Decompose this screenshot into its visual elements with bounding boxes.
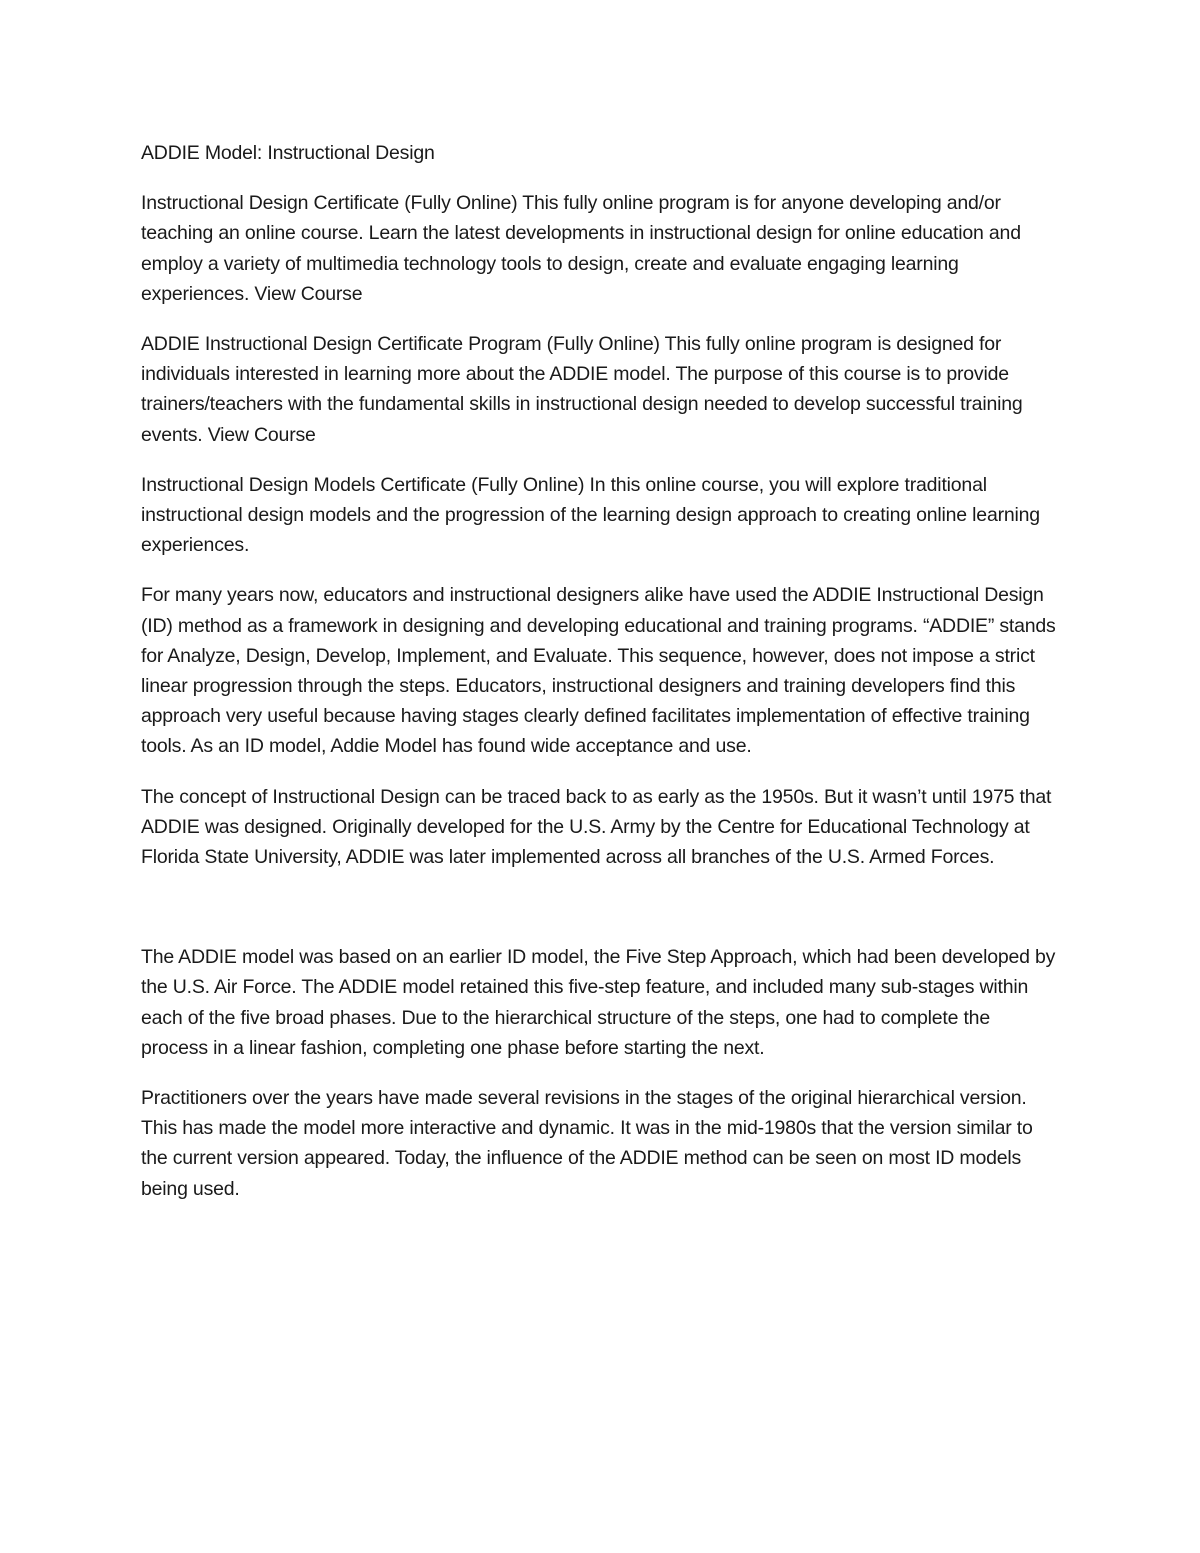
paragraph-revisions: Practitioners over the years have made several revisions in the stages of the original hierarchical version. This has made the model more interactive and dynamic. It was in the mid-1980s that the version similar to the current version appeared. Today, the influence of the ADDIE method can be seen on most ID models being used. <box>141 1087 1033 1200</box>
paragraph-addie-overview: For many years now, educators and instructional designers alike have used the ADDIE Instructional Design (ID) method as a framework in designing and developing educational and training programs. “ADDIE” stands for Analyze, Design, Develop, Implement, and Evaluate. This sequence, however, does not impose a strict linear progression through the steps. Educators, instructional designers and training developers find this approach very useful because having stages clearly defined facilitates implementation of effective training tools. As an ID model, Addie Model has found wide acceptance and use. <box>141 584 1056 758</box>
document-body <box>141 138 1061 1224</box>
paragraph-instructional-design-certificate: Instructional Design Certificate (Fully Online) This fully online program is for anyone developing and/or teaching an online course. Learn the latest developments in instructional design for online education and employ a variety of multimedia technology tools to design, create and evaluate engaging learning experiences. View Course <box>141 192 1021 305</box>
paragraph-addie-certificate-program: ADDIE Instructional Design Certificate Program (Fully Online) This fully online program is designed for individuals interested in learning more about the ADDIE model. The purpose of this course is to provide trainers/teachers with the fundamental skills in instructional design needed to develop successful training events. View Course <box>141 333 1023 446</box>
document-title: ADDIE Model: Instructional Design <box>141 142 435 164</box>
paragraph-design-models-certificate: Instructional Design Models Certificate (Fully Online) In this online course, you will explore traditional instructional design models and the progression of the learning design approach to creating online learning experiences. <box>141 473 1040 557</box>
paragraph-five-step-approach: The ADDIE model was based on an earlier ID model, the Five Step Approach, which had been developed by the U.S. Air Force. The ADDIE model retained this five-step feature, and included many sub-stages within each of the five broad phases. Due to the hierarchical structure of the steps, one had to complete the process in a linear fashion, completing one phase before starting the next. <box>141 946 1056 1059</box>
paragraph-addie-history: The concept of Instructional Design can be traced back to as early as the 1950s. But it wasn’t until 1975 that ADDIE was designed. Originally developed for the U.S. Army by the Centre for Educational Technology at Florida State University, ADDIE was later implemented across all branches of the U.S. Armed Forces. <box>141 785 1052 869</box>
